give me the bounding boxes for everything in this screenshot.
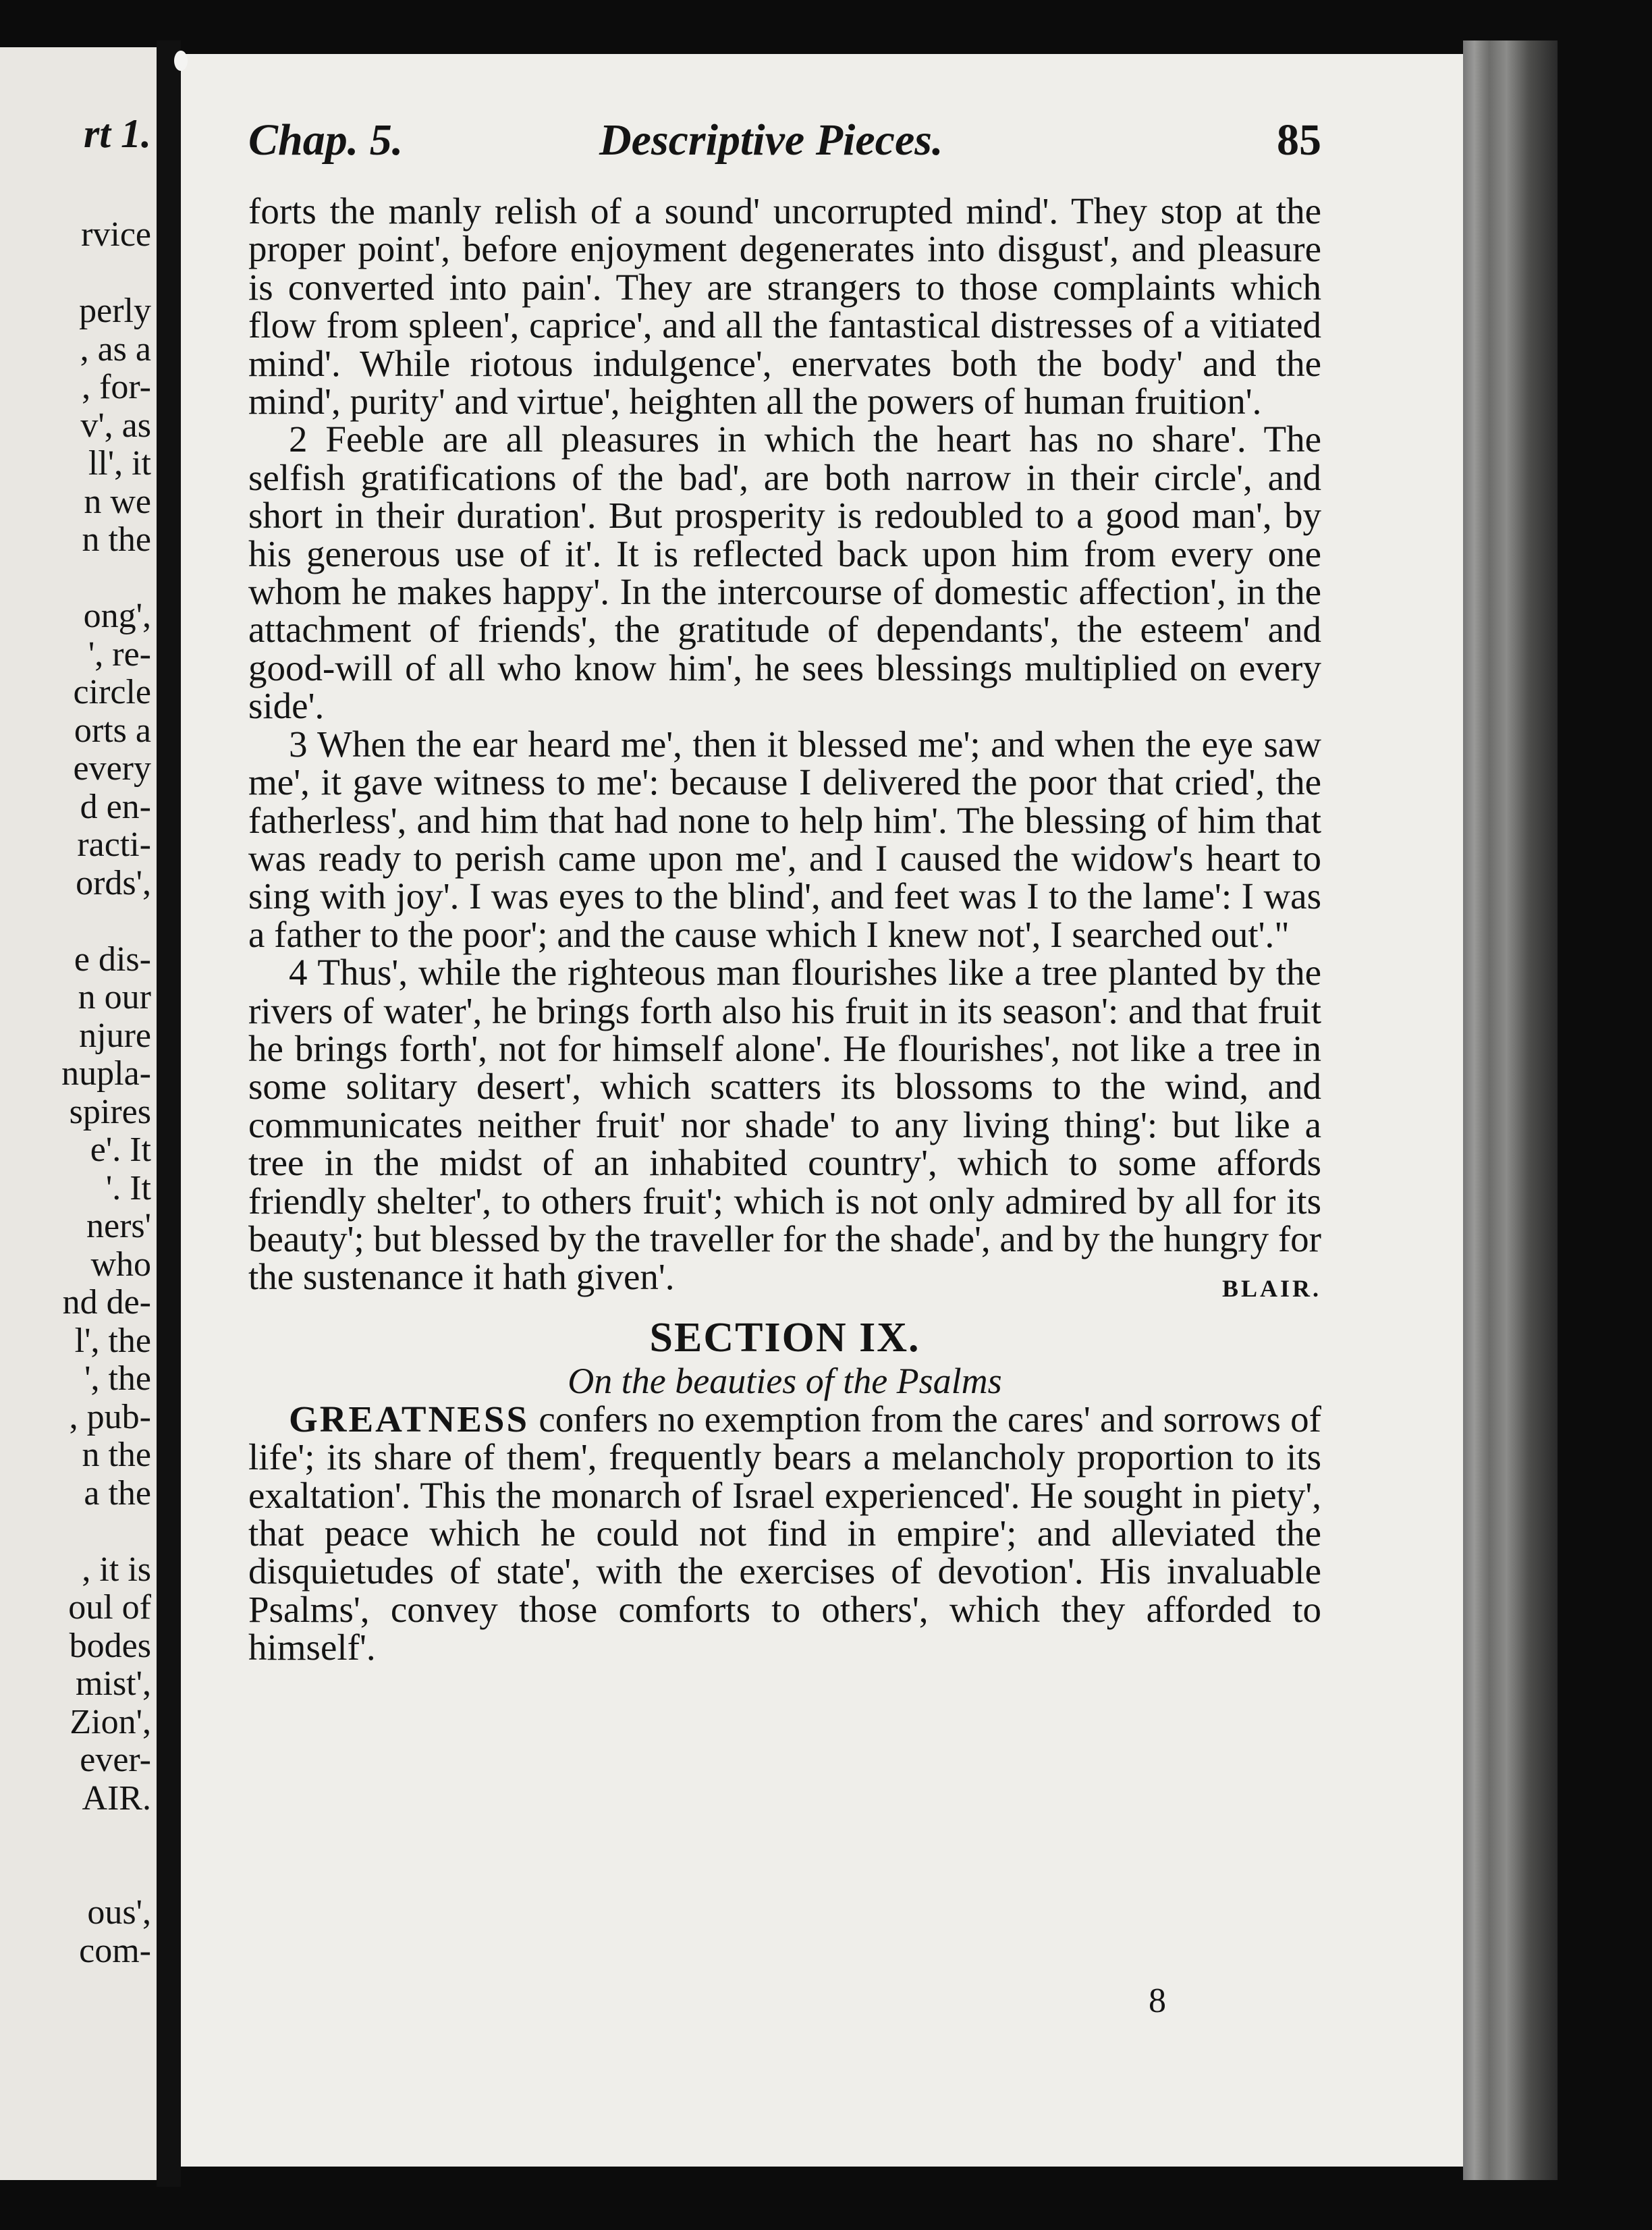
section-subtitle: On the beauties of the Psalms: [568, 1360, 1002, 1401]
left-page-line: com-: [79, 1931, 151, 1970]
left-page-line: n the: [82, 520, 151, 559]
left-page-line: , as a: [80, 329, 151, 369]
left-page-line: a the: [84, 1473, 151, 1513]
left-page-line: nd de-: [62, 1283, 151, 1322]
running-header: [248, 115, 1321, 175]
left-page-line: circle: [73, 673, 151, 711]
left-page: [0, 47, 157, 2180]
author-attribution: BLAIR.: [1221, 1274, 1321, 1302]
paragraph-intro: forts the manly relish of a sound' uncorrupted mind'. They stop at the proper point', before enjoyment degenerates into disgust', and pleasure is converted into pain'. They are strangers to those complaints which flow from spleen', caprice', and all the fantastical distresses of a vitiated mind'. While riotous indulgence', enervates both the body' and the mind', purity' and virtue', heighten all the powers of human fruition'.: [248, 190, 1321, 423]
left-page-line: spires: [69, 1092, 151, 1131]
left-page-line: v', as: [80, 406, 151, 445]
left-page-line: ', the: [84, 1359, 151, 1398]
section-first-word: GREATNESS: [289, 1398, 530, 1440]
left-page-line: oul of: [68, 1588, 151, 1627]
page-edges: [1463, 40, 1558, 2180]
paper-speck: [174, 51, 188, 71]
left-page-line: ever-: [80, 1741, 151, 1779]
left-page-line: who: [90, 1245, 151, 1284]
left-page-line: every: [73, 749, 151, 788]
running-title: Descriptive Pieces.: [599, 115, 943, 165]
section-title: SECTION IX.: [649, 1314, 920, 1361]
left-page-line: n the: [82, 1436, 151, 1474]
left-page-line: mist',: [76, 1664, 151, 1703]
left-page-line: n our: [78, 978, 151, 1016]
left-page-line: d en-: [80, 787, 151, 826]
chapter-label: Chap. 5.: [248, 115, 404, 165]
paragraph-2: 2 Feeble are all pleasures in which the heart has no share'. The selfish gratifications of the bad', are both narrow in their circle', and short in their duration'. But prosperity is redoubled to a good man', by his generous use of it'. It is reflected back upon him from every one whom he makes happy'. In the intercourse of domestic affection', in the attachment of friends', the gratitude of dependants', the esteem' and good-will of all who know him', he sees blessings multiplied on every side'.: [248, 418, 1321, 727]
left-page-line: nupla-: [61, 1054, 151, 1093]
left-page-line: AIR.: [82, 1778, 151, 1818]
paragraph-3: 3 When the ear heard me', then it blessed me'; and when the eye saw me', it gave witness to me': because I delivered the poor that cried', the fatherless', and him that had none to help him'. The blessing of him that was ready to perish came upon me', and I caused the widow's heart to sing with joy'. I was eyes to the blind', and feet was I to the lame': I was a father to the poor'; and the cause which I knew not', I searched out'.": [248, 723, 1321, 955]
page-number: 85: [1277, 115, 1321, 165]
body-text: [248, 192, 1321, 1667]
section-paragraph-text: confers no exemption from the cares' and sorrows of life'; its share of them', frequently bears a melancholy proportion to its exaltation'. This the monarch of Israel experienced'. He sought in piety', that peace which he could not find in empire'; and alleviated the disquietudes of state', with the exercises of devotion'. His invaluable Psalms', convey those comforts to others', which they afforded to himself'.: [248, 1398, 1321, 1668]
left-page-line: '. It: [105, 1168, 151, 1207]
left-page-line: , pub-: [69, 1397, 151, 1436]
left-page-line: , for-: [82, 368, 151, 406]
left-page-line: ', re-: [88, 634, 151, 674]
left-page-line: e'. It: [90, 1131, 151, 1169]
left-page-line: njure: [79, 1016, 151, 1055]
left-page-line: bodes: [69, 1626, 151, 1665]
left-page-line: ong',: [83, 597, 151, 635]
left-page-line: orts a: [74, 711, 151, 750]
left-page-line: ords',: [76, 863, 151, 902]
book-gutter: [157, 40, 181, 2187]
left-page-line: ous',: [87, 1893, 151, 1932]
left-page-line: ll', it: [88, 444, 151, 483]
left-page-line: rvice: [81, 215, 151, 254]
left-page-line: ners': [86, 1207, 151, 1245]
left-page-line: Zion',: [70, 1702, 151, 1741]
left-page-header: rt 1.: [83, 111, 151, 156]
right-page: [181, 54, 1463, 2167]
left-page-line: n we: [84, 482, 151, 521]
left-page-line: l', the: [74, 1321, 151, 1360]
left-page-line: e dis-: [74, 940, 151, 979]
signature-mark: 8: [1149, 1982, 1166, 2020]
left-page-line: perly: [79, 292, 151, 330]
section-paragraph: [248, 1400, 1321, 1667]
paragraph-4: 4 Thus', while the righteous man flourishes like a tree planted by the rivers of water', he brings forth also his fruit in its season': and that fruit he brings forth', not for himself alone'. He flourishes', not like a tree in some solitary desert', which scatters its blossoms to the wind, and communicates neither fruit' nor shade' to any living thing': but like a tree in the midst of an inhabited country', which to some affords friendly shelter', to others fruit'; which is not only admired by all for its beauty'; but blessed by the traveller for the shade', and by the hungry for the sustenance it hath given'.: [248, 952, 1321, 1298]
left-page-line: racti-: [77, 825, 151, 864]
left-page-line: , it is: [82, 1550, 151, 1589]
